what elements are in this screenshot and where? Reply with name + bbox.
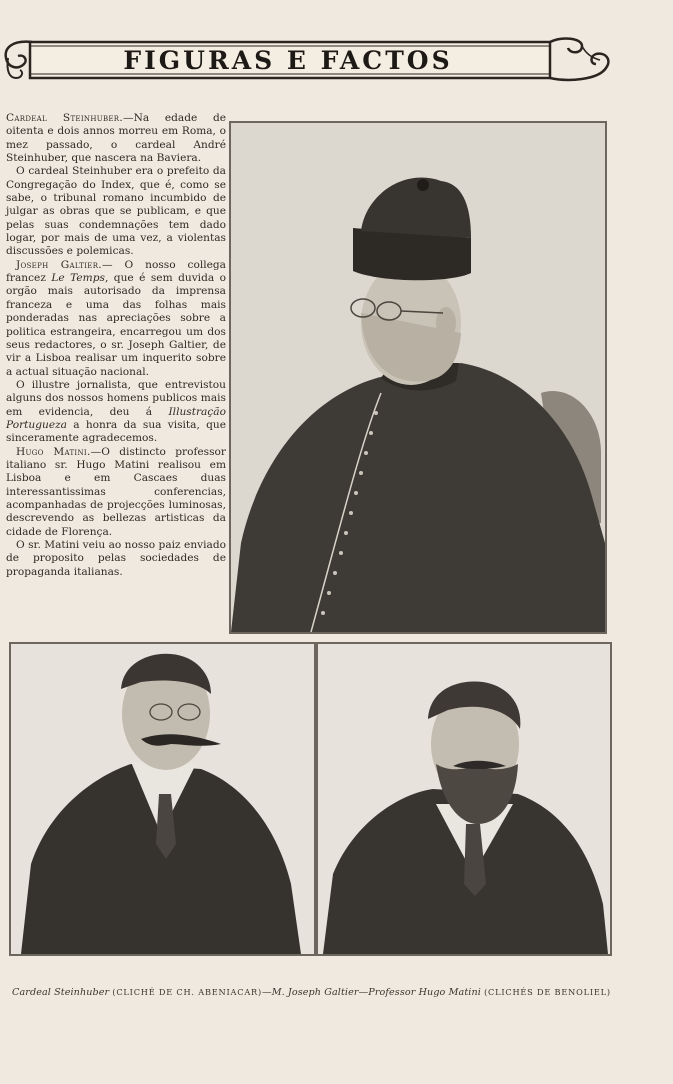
- photo-cardinal-steinhuber: [229, 121, 607, 634]
- paragraph-visit-a: O illustre jornalista, que entrevistou alguns dos nossos homens publicos mais em evidencia, deu á: [6, 378, 226, 418]
- section-banner: [2, 34, 614, 92]
- paragraph-galtier: [6, 259, 226, 379]
- photo-joseph-galtier: [9, 642, 316, 956]
- paragraph-visit-b: a honra da sua visita, que sinceramente agradecemos.: [6, 418, 226, 445]
- caption-credit-benoliel: (CLICHÉS DE BENOLIEL): [484, 987, 611, 997]
- article-column: [6, 112, 226, 579]
- paragraph-steinhuber: [6, 112, 226, 165]
- paragraph-visit: [6, 379, 226, 446]
- photo-hugo-matini: [316, 642, 612, 956]
- caption-name-galtier: M. Joseph Galtier: [271, 987, 359, 998]
- paragraph-galtier-body-a: — O nosso collega francez: [6, 258, 226, 285]
- photo-caption: [12, 987, 622, 998]
- caption-name-matini: Professor Hugo Matini: [368, 987, 481, 998]
- paragraph-index: O cardeal Steinhuber era o prefeito da Congregação do Index, que é, como se sabe, o tribunal romano incumbido de julgar as obras que se publicam, e que pelas suas condemnações tem dado logar, por mais de uma vez, a violentas discussões e polemicas.: [6, 165, 226, 258]
- caption-name-steinhuber: Cardeal Steinhuber: [12, 987, 110, 998]
- caption-credit-abeniacar: (CLICHÉ DE CH. ABENIACAR): [112, 987, 262, 997]
- paragraph-steinhuber-body: —Na edade de oitenta e dois annos morreu em Roma, o mez passado, o cardeal André Steinhuber, que nascera na Baviera.: [6, 112, 227, 165]
- section-title: FIGURAS E FACTOS: [123, 46, 453, 75]
- caption-separator-2: —: [358, 987, 369, 998]
- paragraph-matini-body: —O distincto professor italiano sr. Hugo Matini realisou em Lisboa e em Cascaes duas interessantissimas conferencias, acompanhadas de projecções luminosas, descrevendo as bellezas artisticas da cidade de Florença.: [6, 445, 226, 538]
- paragraph-propaganda: O sr. Matini veiu ao nosso paiz enviado de proposito pelas sociedades de propaganda italianas.: [6, 539, 226, 578]
- paragraph-galtier-body-b: , que é sem duvida o orgão mais autorisado da imprensa franceza e uma das folhas mais ponderadas nas apreciações sobre a politica estrangeira, encarregou um dos seus redactores, o sr. Joseph Galtier, de vir a Lisboa realisar um inquerito sobre a actual situação nacional.: [6, 272, 227, 378]
- magazine-name: Illustração Portugueza: [6, 405, 226, 431]
- caption-separator-1: —: [262, 987, 272, 998]
- heading-matini: Hugo Matini.: [16, 445, 91, 458]
- heading-galtier: Joseph Galtier.: [16, 258, 102, 271]
- newspaper-name: Le Temps: [51, 272, 105, 285]
- heading-steinhuber: Cardeal Steinhuber.: [6, 112, 124, 124]
- paragraph-matini: [6, 446, 226, 539]
